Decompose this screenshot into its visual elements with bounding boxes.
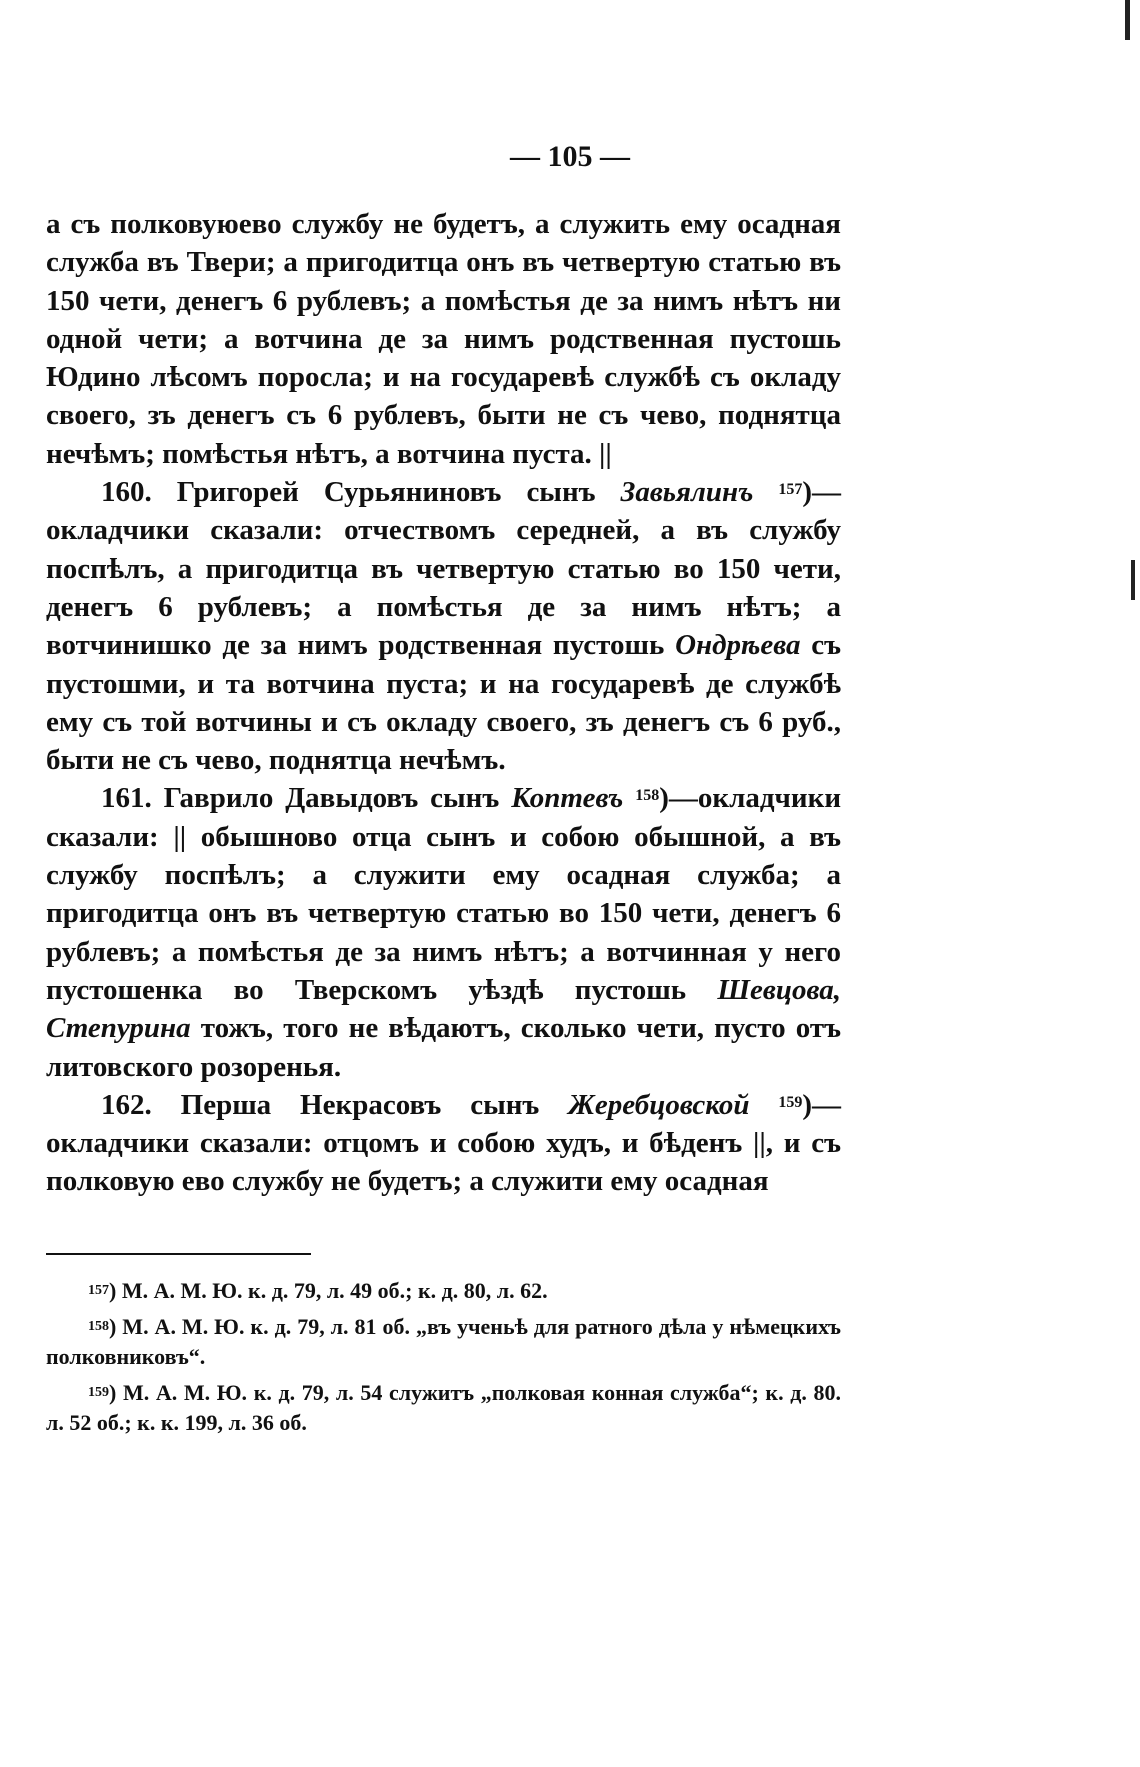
entry-161: 161. Гаврило Давыдовъ сынъ Коптевъ $^{158}$)—окладчики сказали: || обышново отца сынъ и собою обышной, а въ службу поспѣлъ; а служити ему осадная служба; а пригодитца онъ въ четвертую статью во 150 чети, денегъ 6 рублевъ; а помѣстья де за нимъ нѣтъ; а вотчинная у него пустошенка во Тверскомъ уѣздѣ пустошь Шевцова, Степурина тожъ, того не вѣдаютъ, сколько чети, пусто отъ литовского розоренья. — [46, 782, 842, 1083]
entry-text-after: съ пустошми, и та вотчина пуста; и на государевѣ де службѣ ему съ той вотчины и съ окладу своего, зъ денегъ съ 6 руб., быти не съ чево, поднятца нечѣмъ. — [46, 629, 842, 777]
footnote-number: 159 — [88, 1385, 109, 1400]
footnote-158 — [46, 1312, 841, 1372]
footnote-text: ) М. А. М. Ю. к. д. 79, л. 54 служитъ „полковая конная служба“; к. д. 80. л. 52 об.; к. к. 199, л. 36 об. — [46, 1380, 841, 1435]
page-number: — 105 — — [510, 140, 630, 173]
footnote-157 — [46, 1276, 841, 1306]
entry-text: —окладчики сказали: || обышново отца сынъ и собою обышной, а въ службу поспѣлъ; а служити ему осадная служба; а пригодитца онъ въ четвертую статью во 150 чети, денегъ 6 рублевъ; а помѣстья де за нимъ нѣтъ; а вотчинная у него пустошенка во Тверскомъ уѣздѣ пустошь — [46, 782, 842, 1006]
entry-place: Шевцова, Степурина — [46, 973, 841, 1045]
scan-edge-mark — [1125, 0, 1130, 40]
entry-number: 161. — [101, 782, 152, 815]
footnote-text: ) М. А. М. Ю. к. д. 79, л. 49 об.; к. д. 80, л. 62. — [109, 1278, 548, 1303]
entry-name: Гаврило Давыдовъ сынъ — [163, 782, 500, 815]
footnote-ref: 158 — [635, 787, 660, 805]
footnotes — [46, 1276, 841, 1444]
footnote-number: 158 — [88, 1319, 109, 1334]
entry-surname: Завьялинъ — [620, 476, 754, 509]
entry-name: Перша Некрасовъ сынъ — [180, 1088, 540, 1121]
entry-number: 160. — [101, 476, 152, 509]
entry-place: Ондрѣева — [675, 629, 801, 662]
entry-surname: Жеребцовской — [568, 1088, 750, 1121]
entry-text-after: тожъ, того не вѣдаютъ, сколько чети, пусто отъ литовского розоренья. — [46, 1012, 842, 1083]
scan-edge-mark — [1131, 560, 1135, 600]
footnote-rule — [46, 1253, 311, 1255]
footnote-text: ) М. А. М. Ю. к. д. 79, л. 81 об. „въ ученьѣ для ратного дѣла у нѣмецкихъ полковниковъ“. — [46, 1314, 841, 1369]
entry-surname: Коптевъ — [511, 782, 624, 815]
entry-number: 162. — [101, 1088, 152, 1121]
main-text — [46, 205, 841, 1201]
entry-name: Григорей Сурьяниновъ сынъ — [176, 476, 596, 509]
footnote-159 — [46, 1378, 841, 1438]
footnote-number: 157 — [88, 1283, 109, 1298]
footnote-ref: 159 — [778, 1093, 803, 1111]
paragraph-continuation: а съ полковуюево службу не будетъ, а служить ему осадная служба въ Твери; а пригодитца онъ въ четвертую статью въ 150 чети, денегъ 6 рублевъ; а помѣстья де за нимъ нѣтъ ни одной чети; а вотчина де за нимъ родственная пустошь Юдино лѣсомъ поросла; и на государевѣ службѣ съ окладу своего, зъ денегъ съ 6 рублевъ, быти не съ чево, поднятца нечѣмъ; помѣстья нѣтъ, а вотчина пуста. || — [46, 208, 841, 470]
entry-160: 160. Григорей Сурьяниновъ сынъ Завьялинъ $^{157}$)—окладчики сказали: отчествомъ середней, а въ службу поспѣлъ, а пригодитца въ четвертую статью во 150 чети, денегъ 6 рублевъ; а помѣстья де за нимъ нѣтъ; а вотчинишко де за нимъ родственная пустошь Ондрѣева съ пустошми, и та вотчина пуста; и на государевѣ де службѣ ему съ той вотчины и съ окладу своего, зъ денегъ съ 6 руб., быти не съ чево, поднятца нечѣмъ. — [46, 476, 842, 777]
entry-text: —окладчики сказали: отцомъ и собою худъ, и бѣденъ ||, и съ полковую ево службу не будетъ; а служити ему осадная — [46, 1088, 842, 1198]
entry-162: 162. Перша Некрасовъ сынъ Жеребцовской $^{159}$)—окладчики сказали: отцомъ и собою худъ, и бѣденъ ||, и съ полковую ево службу не будетъ; а служити ему осадная — [46, 1088, 842, 1198]
footnote-ref: 157 — [778, 481, 803, 499]
entry-text: —окладчики сказали: отчествомъ середней, а въ службу поспѣлъ, а пригодитца въ четвертую статью во 150 чети, денегъ 6 рублевъ; а помѣстья де за нимъ нѣтъ; а вотчинишко де за нимъ родственная пустошь — [46, 476, 842, 662]
